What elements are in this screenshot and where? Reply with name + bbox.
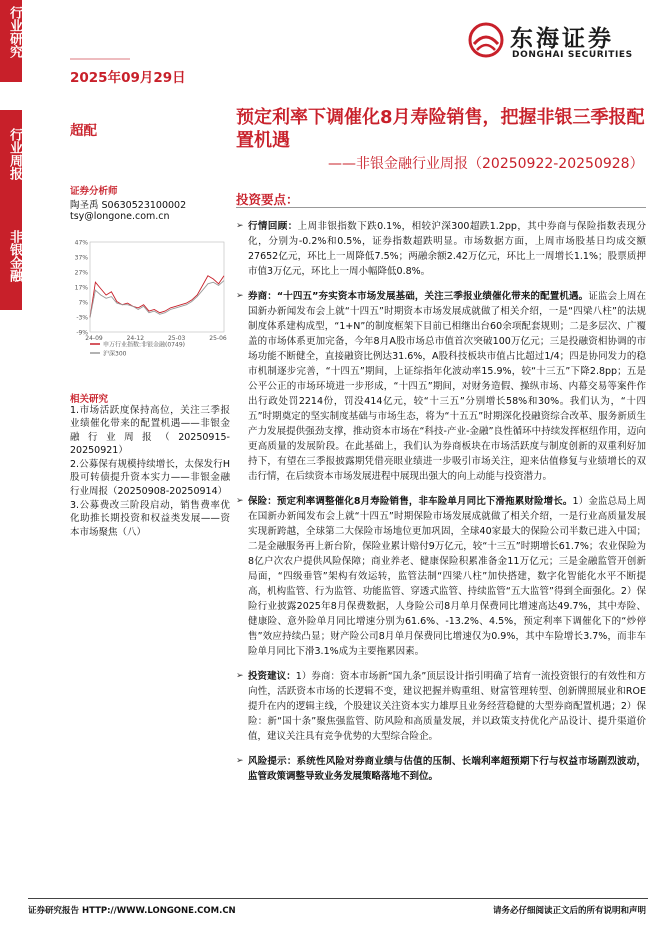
bullet-item: [236, 494, 646, 659]
y-tick-label: -3%: [76, 314, 88, 322]
bullet-body: 证监会上周在国新办新闻发布会上就“十四五”时期资本市场发展成就做了相关介绍，一是“四梁八柱”的法规制度体系建构成型，“1+N”的制度框架下目前已相继出台60余项配套规则；二是多层次、广覆盖的市场体系更加完备，今年8月A股市场总市值首次突破100万亿元；三是投融资相协调的市场功能不断健全，直接融资比例达31.6%，A股科技板块市值占比超过1/4；四是协同发力的稳市机制逐步完善，“十四五”期间，上证综指年化波动率15.9%，较“十三五”下降2.8pp；五是公平公正的市场环境进一步形成，“十四五”期间，对财务造假、操纵市场、内幕交易等案件作出行政处罚2214份，罚没414亿元，较“十三五”分别增长58%和30%。我们认为，“十四五”时期奠定的坚实制度基础与市场生态，将为“十五五”时期深化投融资综合改革、服务新质生产力发展提供强劲支撑，推动资本市场在“科技-产业-金融”良性循环中持续发挥枢纽作用，迈向更高质量的发展阶段。在此基础上，我们认为券商板块在市场活跃度与制度创新的双重利好加持下，有望在三季报披露期凭借亮眼业绩进一步吸引市场关注，迎来估值修复与业绩增长的双击行情，在后续资本市场发展进程中展现出强大的向上动能与投资潜力。: [248, 291, 646, 482]
related-item[interactable]: 3.公募费改三阶段启动，销售费率优化助推长期投资和权益类发展——资本市场聚焦（八）: [70, 500, 230, 538]
y-tick-label: 37%: [74, 254, 88, 262]
x-tick-label: 25-06: [209, 335, 227, 342]
logo-mark-icon: [468, 22, 504, 58]
analyst-name: 陶圣禹 S0630523100002: [70, 200, 187, 211]
arrow-icon: ➢: [236, 756, 244, 766]
series-line: [90, 281, 224, 318]
analyst-heading: 证券分析师: [70, 186, 118, 197]
performance-chart: [68, 236, 228, 376]
related-item[interactable]: 2.公募保有规模持续增长，太保发行H股可转债提升资本实力——非银金融行业周报（20250908-20250914）: [70, 459, 230, 497]
company-logo: [468, 18, 648, 66]
bullet-lead: 保险：预定利率调整催化8月寿险销售，非车险单月同比下滑拖累财险增长。: [248, 496, 573, 507]
bullet-body: 1）券商：资本市场新“国九条”顶层设计指引明确了培育一流投资银行的有效性和方向性，活跃资本市场的长逻辑不变，建议把握并购重组、财富管理转型、创新牌照展业和ROE提升在内的逻辑主线，个股建议关注资本实力雄厚且业务经营稳健的大型券商配置机遇；2）保险：新“国十条”聚焦强监管、防风险和高质量发展，并以政策支持优化产品设计、提升渠道价值，建议关注具有竞争优势的大型综合险企。: [248, 671, 646, 742]
bullet-item: [236, 669, 646, 744]
arrow-icon: ➢: [236, 221, 244, 231]
arrow-icon: ➢: [236, 671, 244, 681]
bullet-body: 1）金监总局上周在国新办新闻发布会上就“十四五”时期保险市场发展成就做了相关介绍，一是行业高质量发展实现新跨越，全球第二大保险市场地位更加巩固，全球40家最大的保险公司半数已进入中国；二是金融服务再上新台阶，保险业累计赔付9万亿元，较“十三五”时期增长61.7%；农业保险为8亿户次农户提供风险保障；商业养老、健康保险积累准备金11万亿元；三是金融监管开创新局面，“四级垂管”架构有效运转，监管法制“四梁八柱”加快搭建，数字化智能化水平不断提高，机构监管、行为监管、功能监管、穿透式监管、持续监管“五大监管”得到全面强化。2）保险行业披露2025年8月保费数据，人身险公司8月单月保费同比增速高达49.7%，其中寿险、健康险、意外险单月同比增速分别为61.6%、-13.2%、4.5%，预定利率下调催化下的“炒停售”效应持续凸显；财产险公司8月单月保费同比增速仅为0.9%，其中车险增长3.7%，而非车险单月同比下滑3.1%成为主要拖累因素。: [248, 496, 646, 657]
bullet-list: [236, 219, 646, 794]
sidebar-label-weekly: 行业周报: [7, 128, 22, 180]
y-tick-label: 27%: [74, 269, 88, 277]
invest-heading: 投资要点：: [236, 192, 299, 207]
date-accent: [70, 58, 130, 60]
y-tick-label: 7%: [78, 299, 88, 307]
divider: [236, 207, 646, 208]
x-tick-label: 25-03: [167, 335, 186, 342]
sidebar-gap: [0, 82, 22, 110]
legend-label: 申万行业指数:非银金融(0749): [103, 341, 185, 349]
bullet-item: [236, 219, 646, 279]
bullet-lead: 券商：“十四五”夯实资本市场发展基础，关注三季报业绩催化带来的配置机遇。: [248, 291, 589, 302]
footer-left: 证券研究报告 HTTP://WWW.LONGONE.COM.CN: [28, 906, 236, 916]
plot-frame: [90, 242, 224, 332]
bullet-item: [236, 289, 646, 484]
sidebar-label-industry-research: 行业研究: [7, 6, 22, 58]
arrow-icon: ➢: [236, 496, 244, 506]
report-subtitle: ——非银金融行业周报（20250922-20250928）: [328, 156, 644, 172]
related-list: [70, 404, 230, 540]
x-tick-label: 24-12: [126, 335, 145, 342]
logo-text-en: DONGHAI SECURITIES: [512, 50, 633, 60]
bullet-lead: 投资建议：: [248, 671, 296, 682]
footer-right: 请务必仔细阅读正文后的所有说明和声明: [492, 906, 646, 916]
logo-text-cn: 东海证券: [510, 25, 614, 52]
related-item[interactable]: 1.市场活跃度保持高位，关注三季报业绩催化带来的配置机遇——非银金融行业周报（20250915-20250921）: [70, 405, 230, 456]
y-tick-label: -9%: [76, 329, 88, 337]
related-heading: 相关研究: [70, 394, 109, 405]
arrow-icon: ➢: [236, 291, 244, 301]
y-tick-label: 47%: [74, 239, 88, 247]
bullet-body: 上周非银指数下跌0.1%，相较沪深300超跌1.2pp，其中券商与保险指数表现分化，分别为-0.2%和0.5%，证券指数超跌明显。市场数据方面，上周市场股基日均成交额27652亿元，环比上一周降低7.5%；两融余额2.42万亿元，环比上一周增长1.1%；股票质押市值3万亿元，环比上一周小幅降低0.8%。: [248, 221, 646, 277]
x-tick-label: 24-09: [85, 335, 103, 342]
report-date: 2025年09月29日: [70, 70, 186, 86]
analyst-email: tsy@longone.com.cn: [70, 211, 170, 222]
legend-label: 沪深300: [103, 350, 127, 358]
bullet-item: [236, 754, 646, 784]
side-band: [0, 0, 22, 310]
y-tick-label: 17%: [74, 284, 88, 292]
rating: 超配: [70, 123, 97, 139]
report-title: 预定利率下调催化8月寿险销售，把握非银三季报配置机遇: [236, 107, 645, 151]
bullet-lead: 行情回顾：: [248, 221, 298, 232]
footer-divider: [28, 898, 648, 899]
sidebar-label-nonbank: 非银金融: [7, 230, 22, 282]
bullet-lead: 风险提示：系统性风险对券商业绩与估值的压制、长端利率超预期下行与权益市场剧烈波动，监管政策调整导致业务发展策略落地不到位。: [248, 756, 646, 782]
